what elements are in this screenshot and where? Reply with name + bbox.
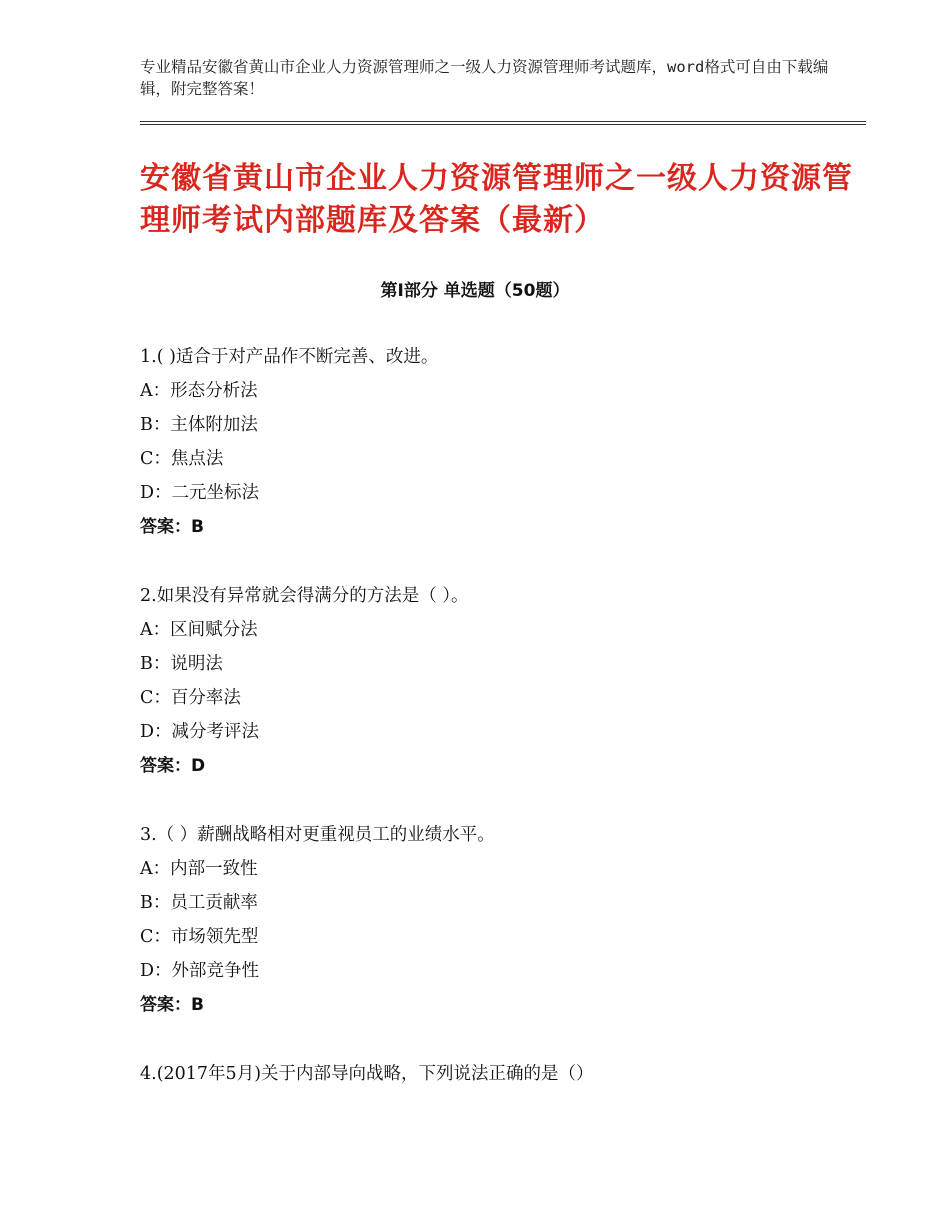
option-c: C：百分率法	[140, 688, 241, 708]
option-d: D：二元坐标法	[140, 483, 260, 503]
question-stem: 3.（ ）薪酬战略相对更重视员工的业绩水平。	[140, 825, 495, 845]
answer: 答案：D	[140, 756, 206, 776]
answer: 答案：B	[140, 995, 204, 1015]
question-stem: 4.(2017年5月)关于内部导向战略，下列说法正确的是（）	[140, 1064, 594, 1084]
option-b: B：员工贡献率	[140, 893, 258, 913]
question-2	[140, 583, 860, 787]
question-stem: 2.如果没有异常就会得满分的方法是（ ）。	[140, 586, 469, 606]
section-heading: 第Ⅰ部分 单选题（50题）	[380, 281, 570, 301]
option-b: B：说明法	[140, 654, 223, 674]
option-a: A：内部一致性	[140, 859, 258, 879]
option-a: A：区间赋分法	[140, 620, 258, 640]
header-divider-secondary	[140, 124, 866, 125]
question-4	[140, 1061, 860, 1095]
header-note: 专业精品安徽省黄山市企业人力资源管理师之一级人力资源管理师考试题库，word格式可自由下载编辑，附完整答案！	[140, 58, 829, 98]
answer: 答案：B	[140, 517, 204, 537]
option-d: D：减分考评法	[140, 722, 260, 742]
question-1	[140, 344, 860, 548]
question-3	[140, 822, 860, 1026]
option-d: D：外部竞争性	[140, 961, 260, 981]
document-title: 安徽省黄山市企业人力资源管理师之一级人力资源管理师考试内部题库及答案（最新）	[140, 161, 853, 238]
option-c: C：市场领先型	[140, 927, 259, 947]
option-c: C：焦点法	[140, 449, 224, 469]
header-divider	[140, 121, 866, 122]
question-stem: 1.( )适合于对产品作不断完善、改进。	[140, 347, 439, 367]
option-b: B：主体附加法	[140, 415, 258, 435]
option-a: A：形态分析法	[140, 381, 258, 401]
